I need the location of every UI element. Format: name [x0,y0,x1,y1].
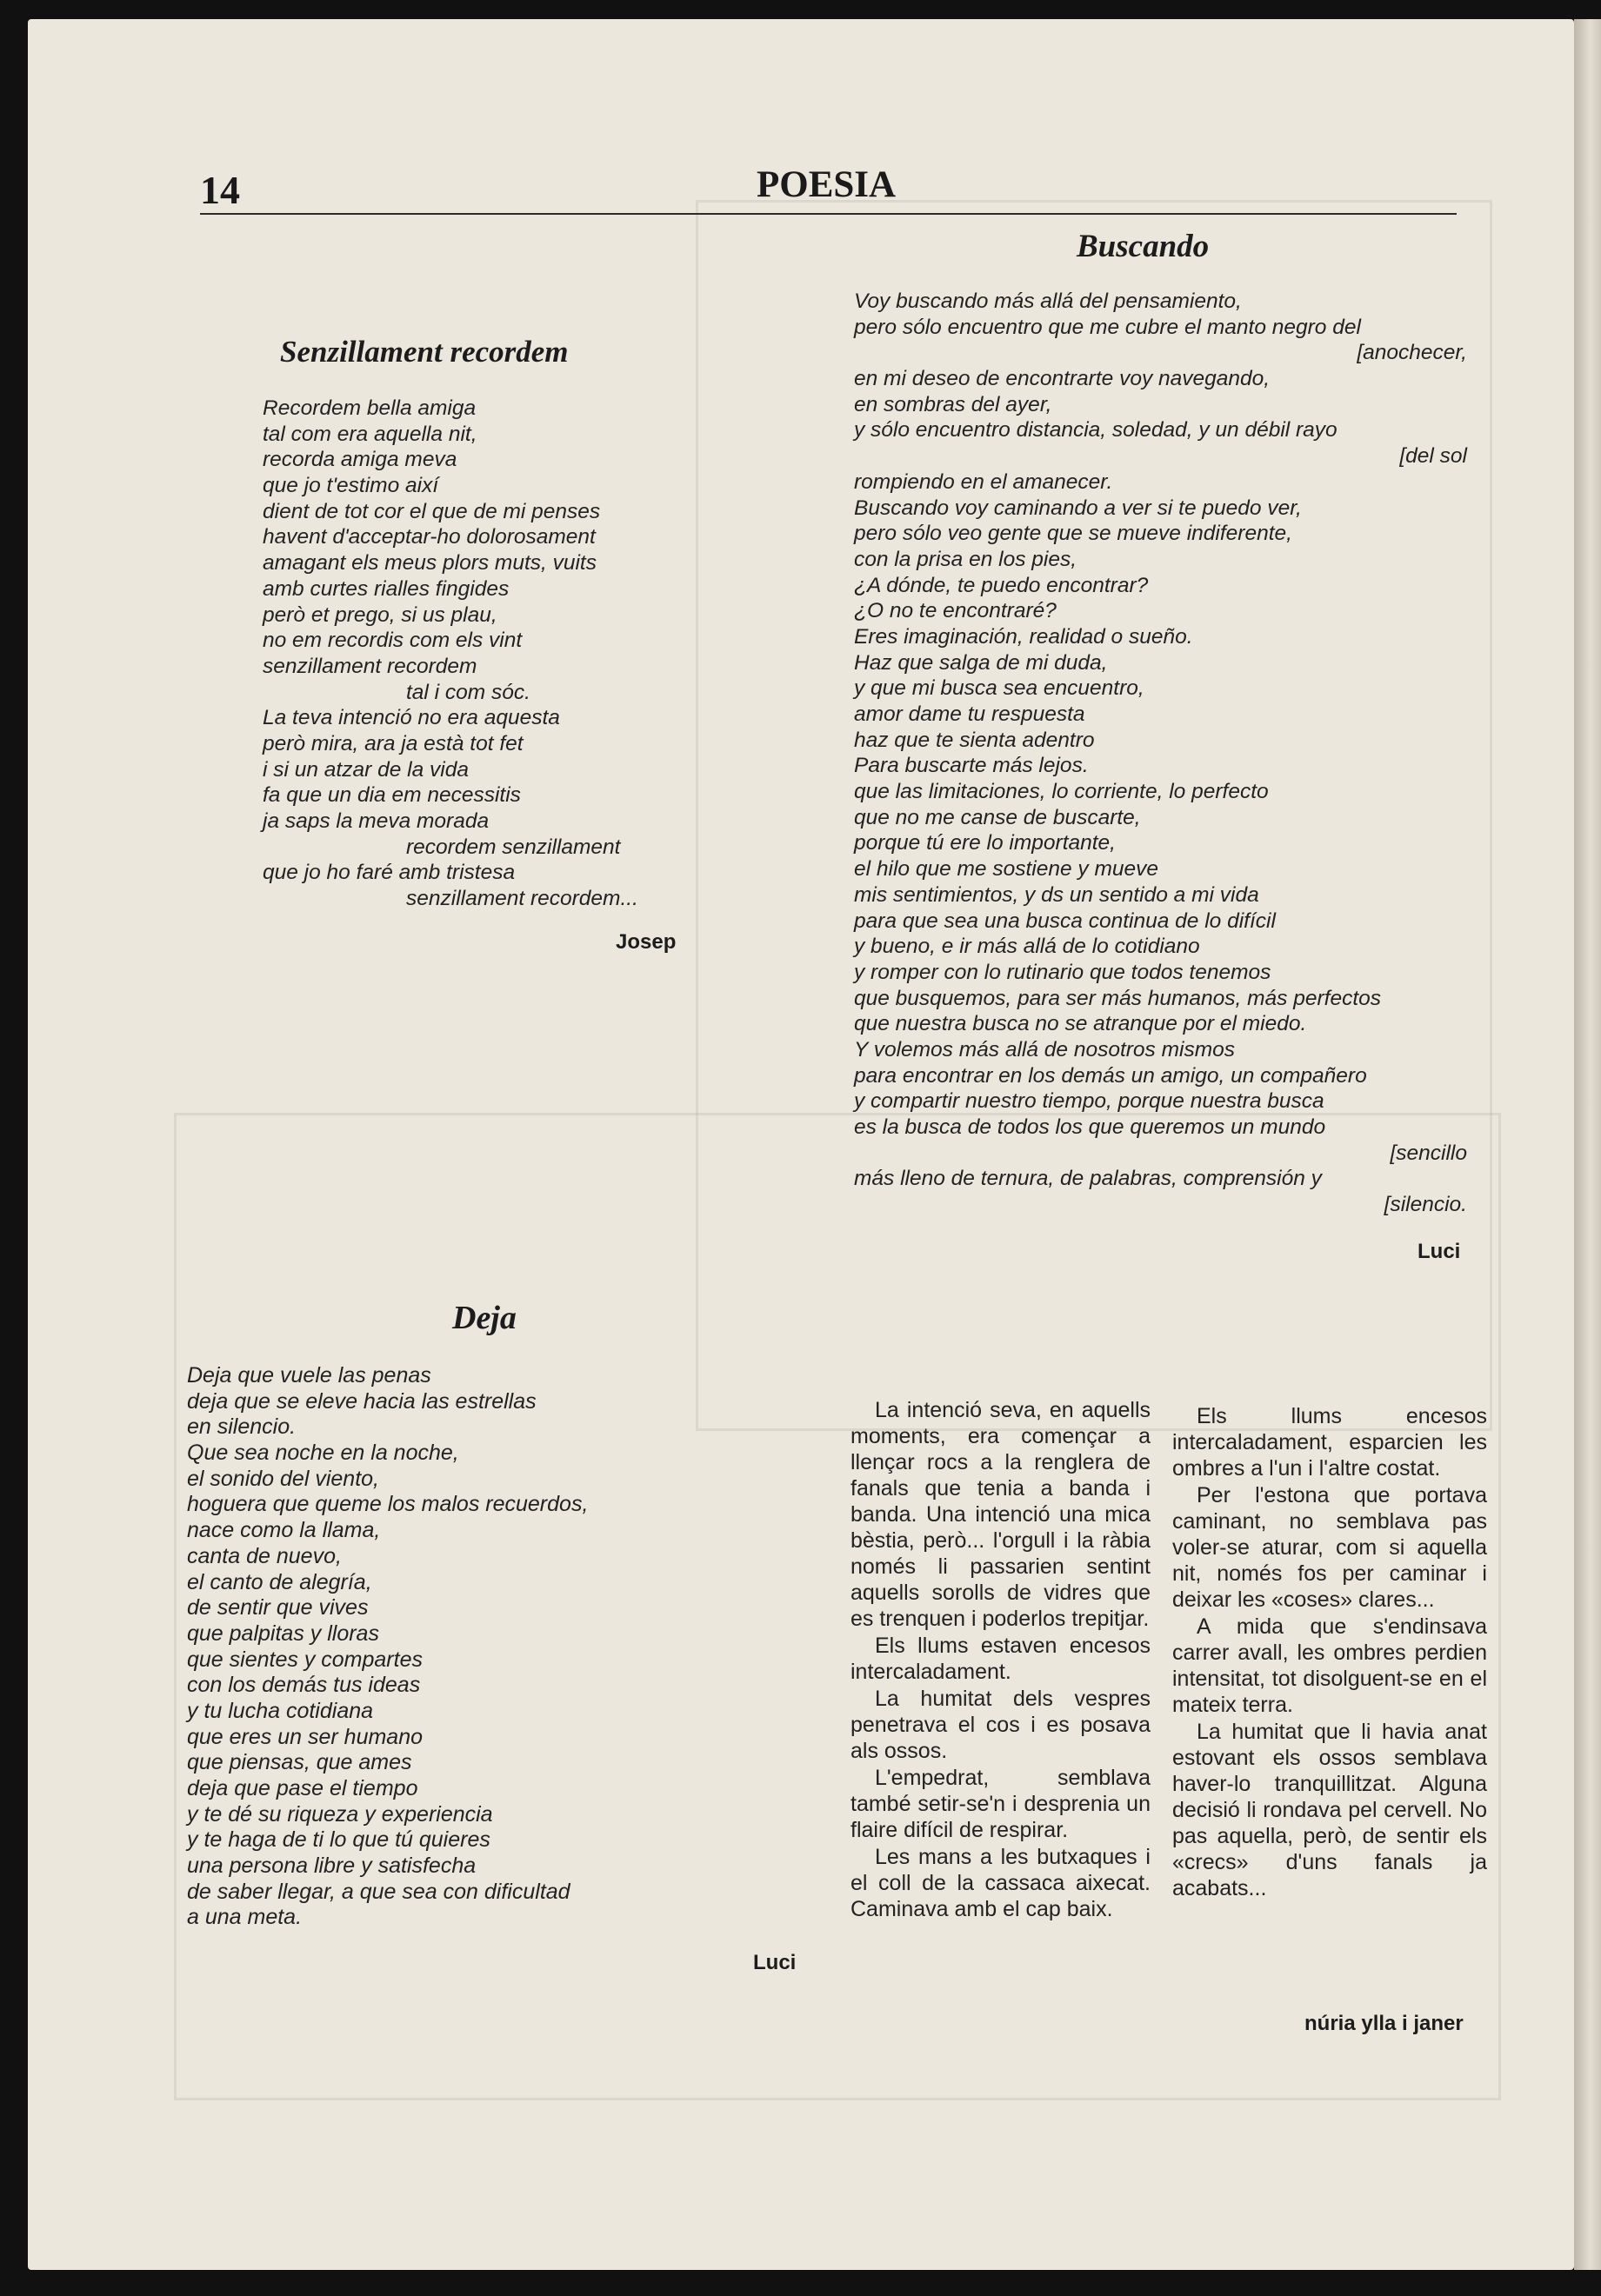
verse-line: Eres imaginación, realidad o sueño. [854,624,1193,649]
verse-line: el sonido del viento, [187,1466,379,1491]
prose-column-2 [1172,1403,1487,1902]
verse-line: para que sea una busca continua de lo difícil [854,908,1276,933]
verse-line: en sombras del ayer, [854,392,1052,416]
prose-paragraph: La humitat dels vespres penetrava el cos i es posava als ossos. [851,1687,1151,1763]
header-rule [200,213,1457,215]
poem-author: Luci [753,1951,797,1974]
verse-line: Buscando voy caminando a ver si te puedo ver, [854,496,1302,520]
verse-line: Deja que vuele las penas [187,1363,431,1388]
verse-line: que las limitaciones, lo corriente, lo perfecto [854,780,1269,804]
verse-line: amor dame tu respuesta [854,702,1085,726]
verse-line: Voy buscando más allá del pensamiento, [854,289,1242,313]
verse-line: hoguera que queme los malos recuerdos, [187,1492,589,1517]
verse-line: Y volemos más allá de nosotros mismos [854,1037,1235,1061]
verse-line: que busquemos, para ser más humanos, más perfectos [854,986,1382,1010]
verse-line: y bueno, e ir más allá de lo cotidiano [854,935,1200,959]
prose-author: núria ylla i janer [1304,2012,1464,2035]
verse-line: una persona libre y satisfecha [187,1853,477,1879]
prose-paragraph: A mida que s'endinsava carrer avall, les ombres perdien intensitat, tot disolguent-se en el mateix terra. [1172,1614,1487,1717]
verse-line: el canto de alegría, [187,1569,372,1594]
verse-line: y romper con lo rutinario que todos tenemos [854,960,1271,984]
verse-line: senzillament recordem... [406,887,638,911]
verse-line: però et prego, si us plau, [263,602,497,627]
verse-line: de sentir que vives [187,1595,369,1621]
verse-line: en silencio. [187,1414,297,1440]
verse-line: deja que pase el tiempo [187,1776,418,1800]
verse-line: deja que se eleve hacia las estrellas [187,1388,537,1414]
verse-line: ¿O no te encontraré? [854,599,1057,623]
prose-paragraph: La intenció seva, en aquells moments, era començar a llençar rocs a la renglera de fanals que tenia a banda i banda. Una intenció una mica bèstia, però... l'orgull i la ràbia només li passarien sentint aquells sorolls de vidres que es trenquen i poderlos trepitjar. [851,1398,1151,1631]
verse-line: dient de tot cor el que de mi penses [263,499,601,523]
prose-paragraph: L'empedrat, semblava també setir-se'n i desprenia un flaire difícil de respirar. [851,1766,1151,1842]
verse-line: que jo t'estimo així [263,474,439,498]
verse-line: tal i com sóc. [406,680,530,704]
verse-line: el hilo que me sostiene y mueve [854,857,1158,882]
verse-line: Para buscarte más lejos. [854,754,1089,778]
prose-paragraph: Els llums encesos intercaladament, esparcien les ombres a l'un i l'altre costat. [1172,1404,1487,1481]
poem-title: Deja [452,1300,517,1336]
verse-line: ja saps la meva morada [263,809,490,833]
verse-line: que sientes y compartes [187,1647,423,1672]
verse-line: fa que un dia em necessitis [263,783,521,808]
verse-line: de saber llegar, a que sea con dificultad [187,1879,570,1904]
verse-line: no em recordis com els vint [263,629,523,653]
poem-title: Buscando [1077,229,1210,264]
verse-line: però mira, ara ja està tot fet [263,731,524,755]
prose-paragraph: Les mans a les butxaques i el coll de la cassaca aixecat. Caminava amb el cap baix. [851,1845,1151,1921]
verse-line: [silencio. [1384,1193,1467,1217]
verse-line: amb curtes rialles fingides [263,576,510,601]
verse-line: y te dé su riqueza y experiencia [187,1801,493,1827]
verse-line: porque tú ere lo importante, [854,831,1116,855]
verse-line: Que sea noche en la noche, [187,1441,459,1466]
verse-line: con la prisa en los pies, [854,547,1077,571]
prose-paragraph: Els llums estaven encesos intercaladament. [851,1634,1151,1684]
prose-paragraph: La humitat que li havia anat estovant els ossos semblava haver-lo tranquillitzat. Alguna decisió li rondava pel cervell. No pas aquella, però, de sentir els «crecs» d'uns fanals ja acabats... [1172,1720,1487,1900]
poem-body [187,1363,588,1931]
prose-column-1 [851,1397,1151,1923]
verse-line: que eres un ser humano [187,1724,424,1749]
verse-line: [sencillo [1390,1141,1467,1165]
verse-line: amagant els meus plors muts, vuits [263,551,597,576]
verse-line: que jo ho faré amb tristesa [263,861,516,885]
verse-line: que no me canse de buscarte, [854,805,1141,829]
verse-line: recordem senzillament [406,835,621,859]
verse-line: La teva intenció no era aquesta [263,706,560,730]
verse-line: [anochecer, [1357,341,1467,365]
verse-line: en mi deseo de encontrarte voy navegando, [854,367,1271,391]
poem-title: Senzillament recordem [280,335,569,369]
verse-line: pero sólo veo gente que se mueve indiferente, [854,522,1292,546]
verse-line: recorda amiga meva [263,448,457,472]
verse-line: más lleno de ternura, de palabras, comprensión y [854,1167,1322,1191]
verse-line: Recordem bella amiga [263,396,477,420]
verse-line: Haz que salga de mi duda, [854,650,1108,675]
verse-line: que palpitas y lloras [187,1621,379,1646]
verse-line: y tu lucha cotidiana [187,1698,374,1723]
verse-line: havent d'acceptar-ho dolorosament [263,525,596,549]
verse-line: tal com era aquella nit, [263,422,477,446]
verse-line: y que mi busca sea encuentro, [854,676,1144,701]
poem-body [854,289,1467,1218]
verse-line: y compartir nuestro tiempo, porque nuestra busca [854,1089,1324,1114]
verse-line: canta de nuevo, [187,1543,342,1568]
verse-line: senzillament recordem [263,654,477,678]
page-number: 14 [200,168,240,212]
verse-line: es la busca de todos los que queremos un mundo [854,1115,1326,1139]
verse-line: mis sentimientos, y ds un sentido a mi vida [854,882,1259,907]
page-spine-edge [1574,19,1601,2270]
section-title: POESIA [757,164,897,205]
poem-author: Luci [1418,1240,1461,1263]
verse-line: pero sólo encuentro que me cubre el manto negro del [854,315,1361,339]
verse-line: para encontrar en los demás un amigo, un compañero [854,1063,1367,1088]
verse-line: a una meta. [187,1905,303,1930]
prose-paragraph: Per l'estona que portava caminant, no semblava pas voler-se aturar, com si aquella nit, només fos per caminar i deixar les «coses» clares... [1172,1483,1487,1612]
poem-author: Josep [616,930,677,954]
verse-line: ¿A dónde, te puedo encontrar? [854,573,1149,597]
verse-line: i si un atzar de la vida [263,757,469,782]
verse-line: y sólo encuentro distancia, soledad, y un débil rayo [854,418,1338,443]
verse-line: que piensas, que ames [187,1750,412,1775]
verse-line: [del sol [1399,444,1467,469]
verse-line: con los demás tus ideas [187,1673,421,1698]
poem-body [263,396,638,912]
verse-line: rompiendo en el amanecer. [854,469,1113,494]
verse-line: haz que te sienta adentro [854,728,1095,752]
verse-line: y te haga de ti lo que tú quieres [187,1827,490,1853]
verse-line: nace como la llama, [187,1518,381,1543]
verse-line: que nuestra busca no se atranque por el miedo. [854,1012,1307,1036]
